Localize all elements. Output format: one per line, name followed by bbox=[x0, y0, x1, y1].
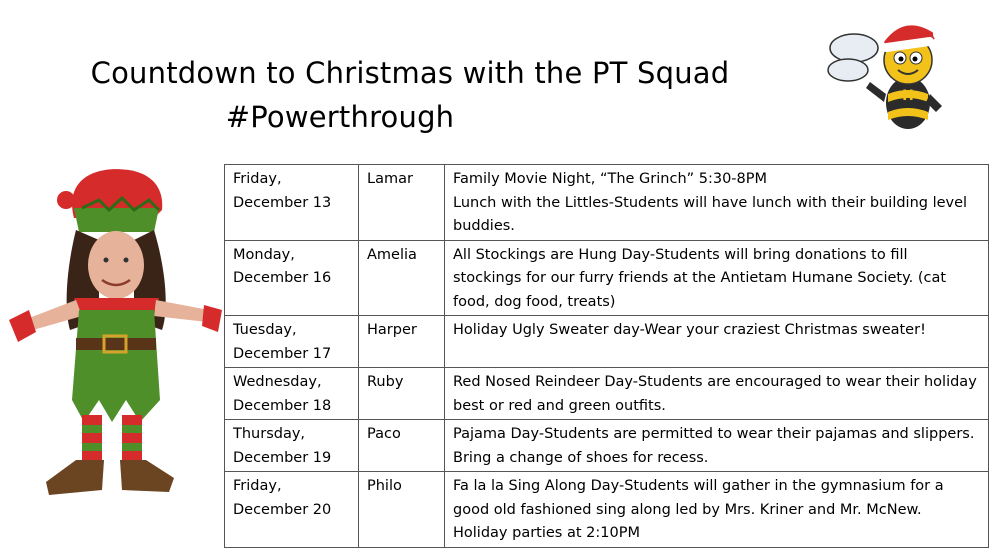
schedule-event: Family Movie Night, “The Grinch” 5:30-8PM Lunch with the Littles-Students will have lunch with their building level buddies. bbox=[445, 165, 989, 241]
schedule-date: Friday, December 13 bbox=[225, 165, 359, 241]
schedule-event: All Stockings are Hung Day-Students will bring donations to fill stockings for our furry friends at the Antietam Humane Society. (cat food, dog food, treats) bbox=[445, 240, 989, 316]
schedule-table bbox=[224, 164, 989, 548]
schedule-row bbox=[225, 165, 989, 241]
page-title: Countdown to Christmas with the PT Squad bbox=[90, 56, 730, 90]
schedule-date: Friday, December 20 bbox=[225, 472, 359, 548]
schedule-date: Thursday, December 19 bbox=[225, 420, 359, 472]
schedule-date: Wednesday, December 18 bbox=[225, 368, 359, 420]
schedule-row bbox=[225, 472, 989, 548]
schedule-student-name: Philo bbox=[359, 472, 445, 548]
schedule-date: Tuesday, December 17 bbox=[225, 316, 359, 368]
schedule-student-name: Ruby bbox=[359, 368, 445, 420]
schedule-event: Holiday Ugly Sweater day-Wear your craziest Christmas sweater! bbox=[445, 316, 989, 368]
schedule-student-name: Paco bbox=[359, 420, 445, 472]
schedule-date: Monday, December 16 bbox=[225, 240, 359, 316]
schedule-event: Red Nosed Reindeer Day-Students are encouraged to wear their holiday best or red and green outfits. bbox=[445, 368, 989, 420]
bee-letter: H bbox=[902, 88, 914, 104]
schedule-student-name: Harper bbox=[359, 316, 445, 368]
schedule-student-name: Amelia bbox=[359, 240, 445, 316]
elf-illustration bbox=[4, 160, 224, 500]
schedule-row bbox=[225, 316, 989, 368]
schedule-event: Fa la la Sing Along Day-Students will gather in the gymnasium for a good old fashioned sing along led by Mrs. Kriner and Mr. McNew. Holiday parties at 2:10PM bbox=[445, 472, 989, 548]
bee-mascot-icon bbox=[826, 8, 956, 138]
schedule-row bbox=[225, 240, 989, 316]
schedule-event: Pajama Day-Students are permitted to wear their pajamas and slippers. Bring a change of shoes for recess. bbox=[445, 420, 989, 472]
schedule-row bbox=[225, 420, 989, 472]
schedule-student-name: Lamar bbox=[359, 165, 445, 241]
schedule-row bbox=[225, 368, 989, 420]
page-hashtag: #Powerthrough bbox=[225, 100, 455, 134]
